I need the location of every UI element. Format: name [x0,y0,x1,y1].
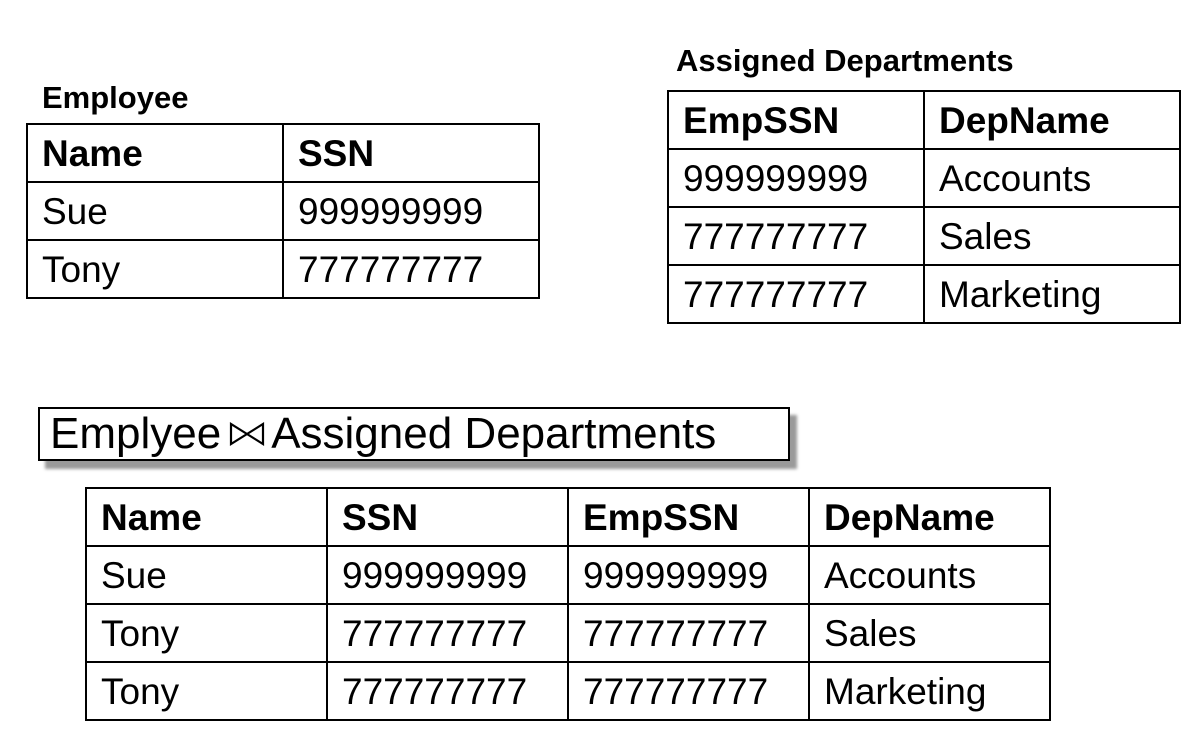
join-expression-box [38,407,790,461]
assigned-table [667,90,1181,324]
table-row [27,240,539,298]
assigned-cell-empssn: 777777777 [668,265,924,323]
assigned-cell-depname: Sales [924,207,1180,265]
assigned-cell-empssn: 777777777 [668,207,924,265]
employee-table [26,123,540,299]
employee-header-name: Name [27,124,283,182]
join-cell-empssn: 777777777 [568,662,809,720]
assigned-header-empssn: EmpSSN [668,91,924,149]
join-cell-name: Tony [86,604,327,662]
join-cell-empssn: 999999999 [568,546,809,604]
table-row [86,604,1050,662]
table-row [668,207,1180,265]
table-row [668,149,1180,207]
employee-cell-name: Tony [27,240,283,298]
join-header-ssn: SSN [327,488,568,546]
join-header-row [86,488,1050,546]
join-right-operand: Assigned Departments [271,409,717,458]
assigned-cell-depname: Marketing [924,265,1180,323]
join-header-name: Name [86,488,327,546]
join-cell-ssn: 777777777 [327,662,568,720]
join-cell-empssn: 777777777 [568,604,809,662]
employee-cell-ssn: 999999999 [283,182,539,240]
join-cell-depname: Marketing [809,662,1050,720]
join-cell-name: Sue [86,546,327,604]
join-cell-name: Tony [86,662,327,720]
join-header-depname: DepName [809,488,1050,546]
join-left-operand: Emplyee [50,409,222,458]
join-cell-depname: Sales [809,604,1050,662]
employee-caption: Employee [42,80,189,115]
employee-cell-ssn: 777777777 [283,240,539,298]
assigned-header-depname: DepName [924,91,1180,149]
table-row [86,546,1050,604]
employee-cell-name: Sue [27,182,283,240]
table-row [668,265,1180,323]
table-row [27,182,539,240]
join-cell-ssn: 777777777 [327,604,568,662]
join-header-empssn: EmpSSN [568,488,809,546]
assigned-caption: Assigned Departments [676,43,1014,78]
employee-header-ssn: SSN [283,124,539,182]
employee-header-row [27,124,539,182]
assigned-cell-empssn: 999999999 [668,149,924,207]
assigned-cell-depname: Accounts [924,149,1180,207]
join-cell-depname: Accounts [809,546,1050,604]
assigned-header-row [668,91,1180,149]
join-cell-ssn: 999999999 [327,546,568,604]
natural-join-bowtie-icon [227,420,267,448]
table-row [86,662,1050,720]
join-result-table [85,487,1051,721]
